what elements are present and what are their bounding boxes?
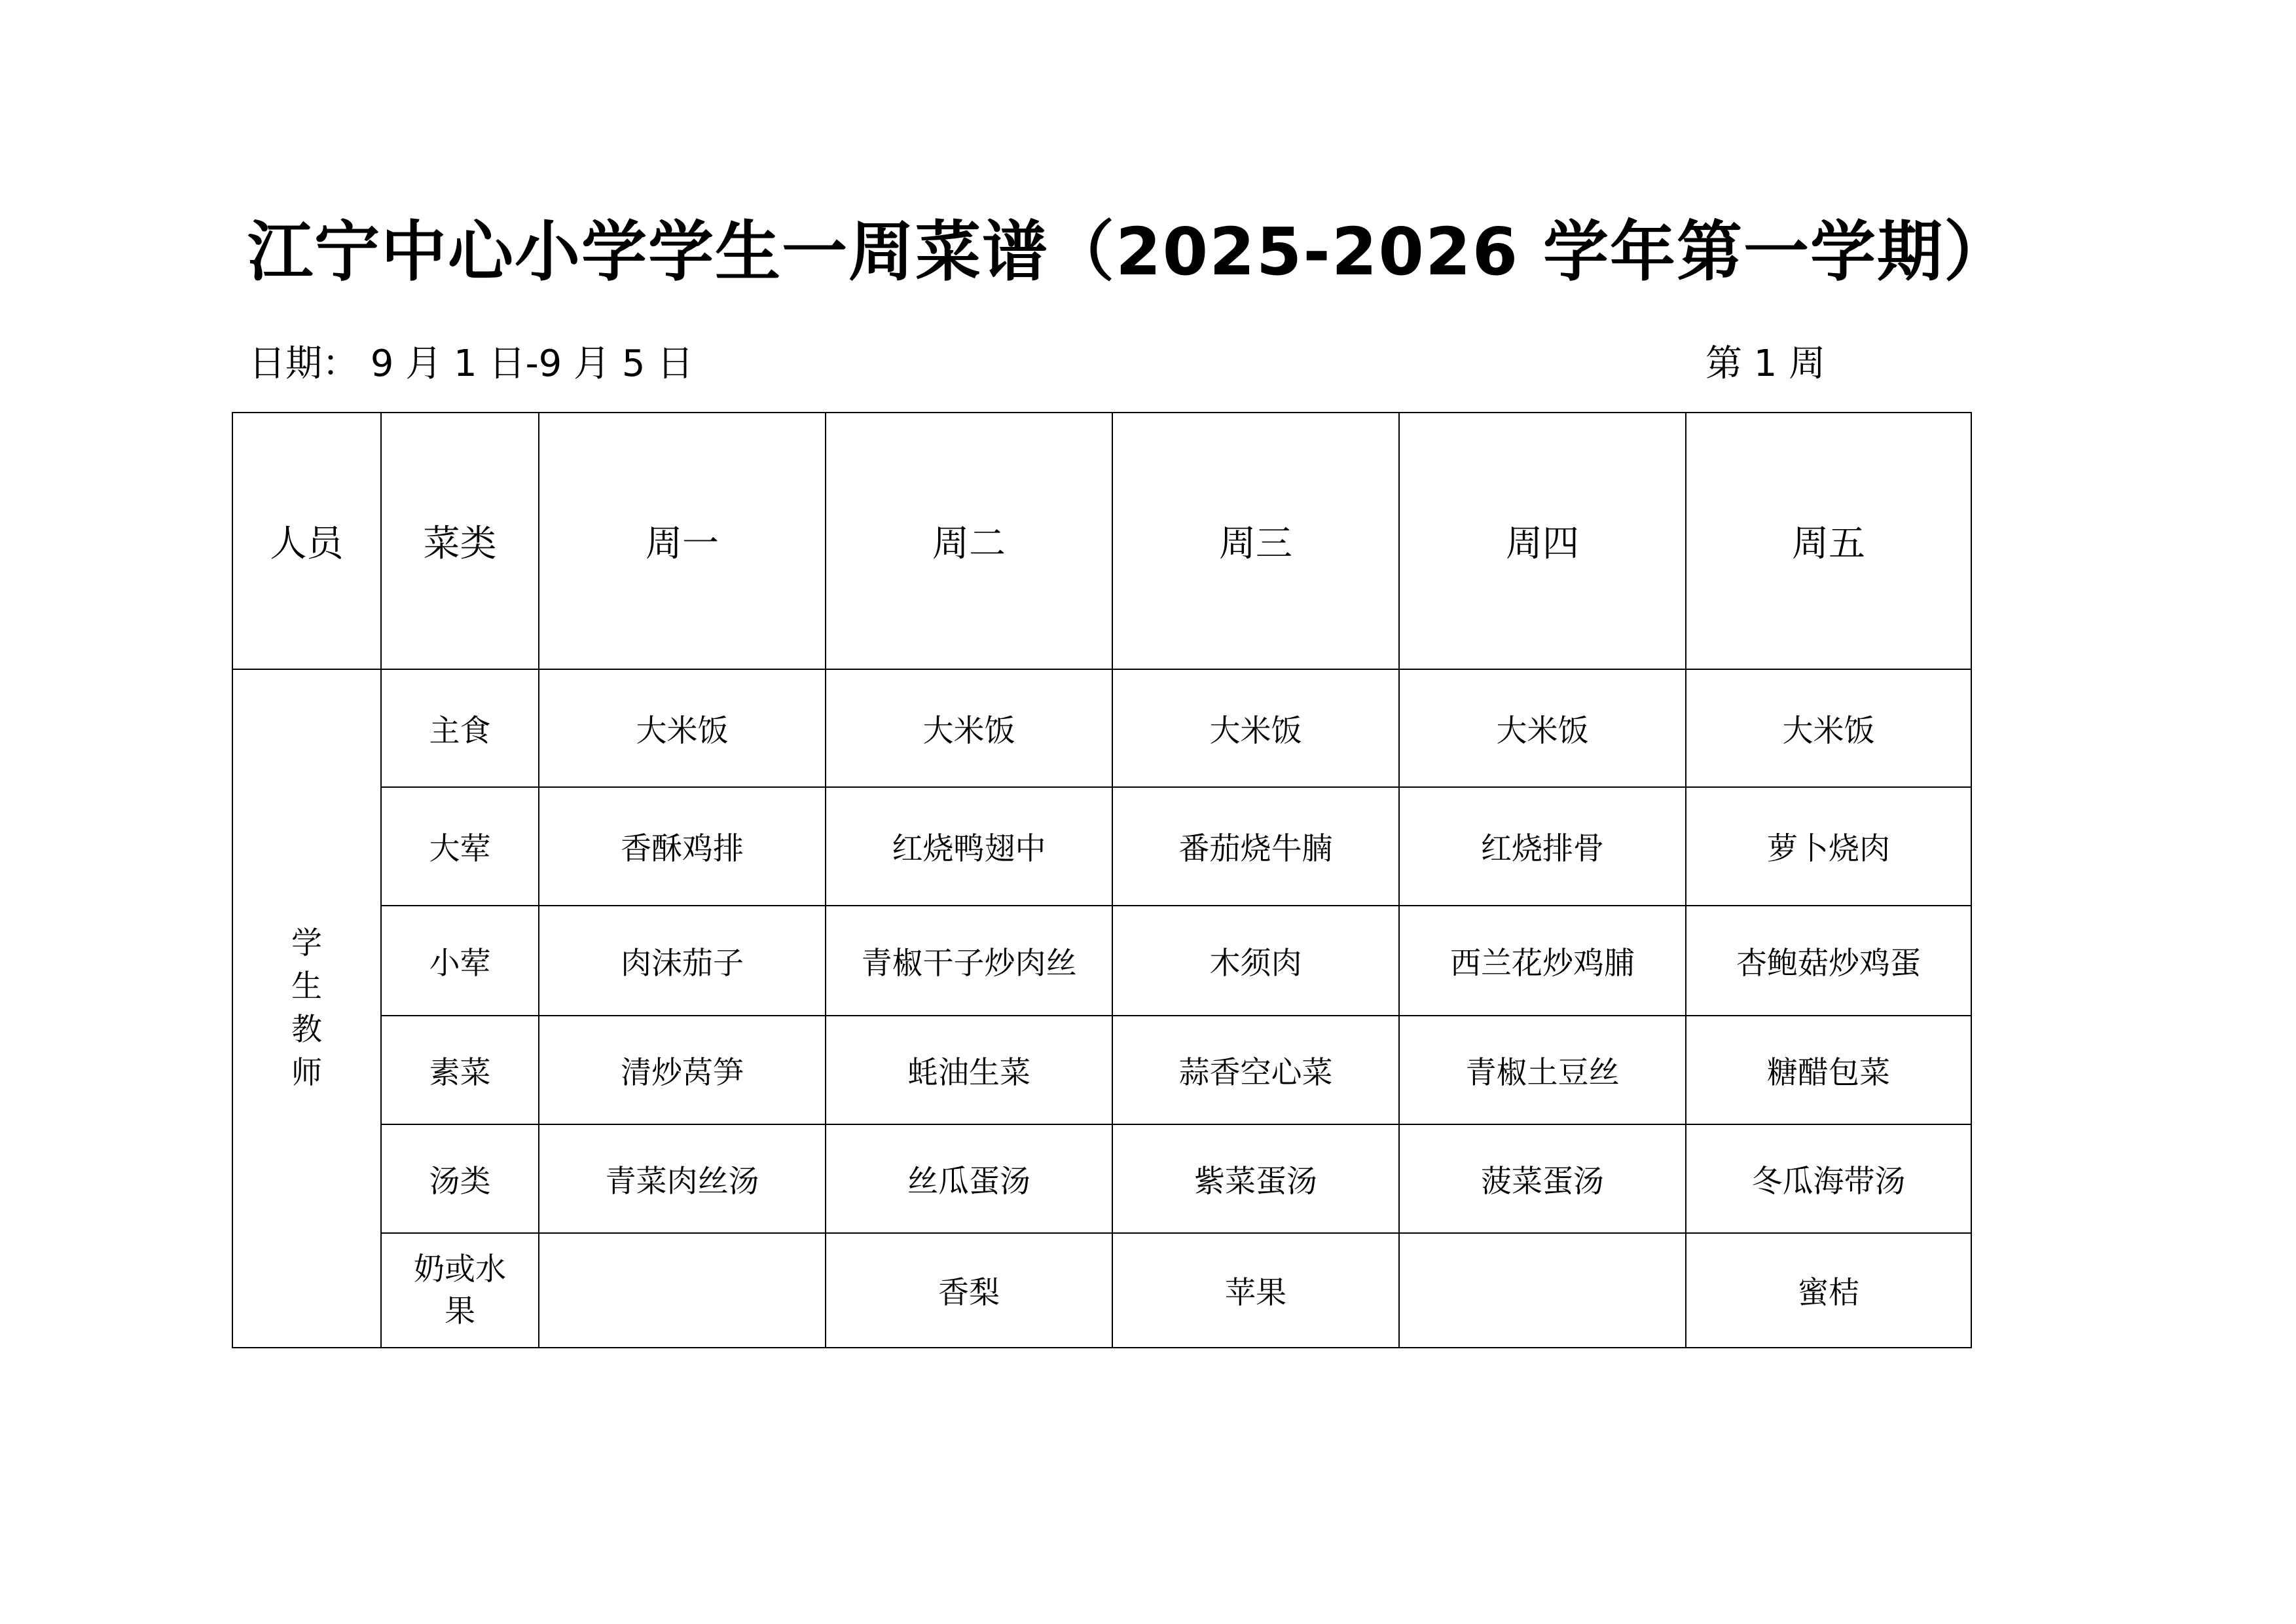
table-row xyxy=(232,1233,1971,1348)
menu-cell: 青椒土豆丝 xyxy=(1399,1016,1686,1124)
menu-cell: 香酥鸡排 xyxy=(539,787,826,906)
header-friday: 周五 xyxy=(1686,413,1971,669)
weekly-menu-table xyxy=(232,412,1972,1348)
table-row xyxy=(232,787,1971,906)
header-monday: 周一 xyxy=(539,413,826,669)
menu-cell: 大米饭 xyxy=(1112,669,1399,787)
menu-cell: 肉沫茄子 xyxy=(539,906,826,1016)
document-title: 江宁中心小学学生一周菜谱（2025-2026 学年第一学期） xyxy=(247,213,2011,290)
category-cell: 主食 xyxy=(381,669,539,787)
header-category: 菜类 xyxy=(381,413,539,669)
menu-cell: 红烧鸭翅中 xyxy=(826,787,1112,906)
menu-cell: 丝瓜蛋汤 xyxy=(826,1124,1112,1233)
menu-cell: 青菜肉丝汤 xyxy=(539,1124,826,1233)
menu-cell: 糖醋包菜 xyxy=(1686,1016,1971,1124)
category-cell: 素菜 xyxy=(381,1016,539,1124)
menu-cell: 木须肉 xyxy=(1112,906,1399,1016)
table-row xyxy=(232,906,1971,1016)
menu-cell: 大米饭 xyxy=(539,669,826,787)
table-row xyxy=(232,1124,1971,1233)
table-row xyxy=(232,669,1971,787)
table-header-row xyxy=(232,413,1971,669)
header-tuesday: 周二 xyxy=(826,413,1112,669)
menu-cell: 西兰花炒鸡脯 xyxy=(1399,906,1686,1016)
category-label: 奶或水果 xyxy=(414,1251,506,1329)
header-people: 人员 xyxy=(232,413,381,669)
menu-cell: 红烧排骨 xyxy=(1399,787,1686,906)
category-cell: 小荤 xyxy=(381,906,539,1016)
menu-cell: 萝卜烧肉 xyxy=(1686,787,1971,906)
table-row xyxy=(232,1016,1971,1124)
menu-cell: 杏鲍菇炒鸡蛋 xyxy=(1686,906,1971,1016)
menu-cell: 大米饭 xyxy=(826,669,1112,787)
date-range: 日期： 9 月 1 日-9 月 5 日 xyxy=(249,342,694,385)
menu-cell: 蚝油生菜 xyxy=(826,1016,1112,1124)
menu-cell: 苹果 xyxy=(1112,1233,1399,1348)
category-cell xyxy=(381,1233,539,1348)
category-cell: 汤类 xyxy=(381,1124,539,1233)
header-thursday: 周四 xyxy=(1399,413,1686,669)
menu-cell: 大米饭 xyxy=(1399,669,1686,787)
menu-cell: 青椒干子炒肉丝 xyxy=(826,906,1112,1016)
people-group-label: 学生教师 xyxy=(291,925,322,1091)
menu-cell: 菠菜蛋汤 xyxy=(1399,1124,1686,1233)
menu-cell xyxy=(539,1233,826,1348)
menu-cell: 香梨 xyxy=(826,1233,1112,1348)
category-cell: 大荤 xyxy=(381,787,539,906)
menu-cell: 清炒莴笋 xyxy=(539,1016,826,1124)
week-number: 第 1 周 xyxy=(1705,342,1826,385)
menu-cell: 蒜香空心菜 xyxy=(1112,1016,1399,1124)
menu-cell: 紫菜蛋汤 xyxy=(1112,1124,1399,1233)
header-wednesday: 周三 xyxy=(1112,413,1399,669)
menu-cell: 番茄烧牛腩 xyxy=(1112,787,1399,906)
people-group-cell xyxy=(232,669,381,1348)
menu-cell xyxy=(1399,1233,1686,1348)
menu-cell: 蜜桔 xyxy=(1686,1233,1971,1348)
menu-cell: 冬瓜海带汤 xyxy=(1686,1124,1971,1233)
menu-cell: 大米饭 xyxy=(1686,669,1971,787)
